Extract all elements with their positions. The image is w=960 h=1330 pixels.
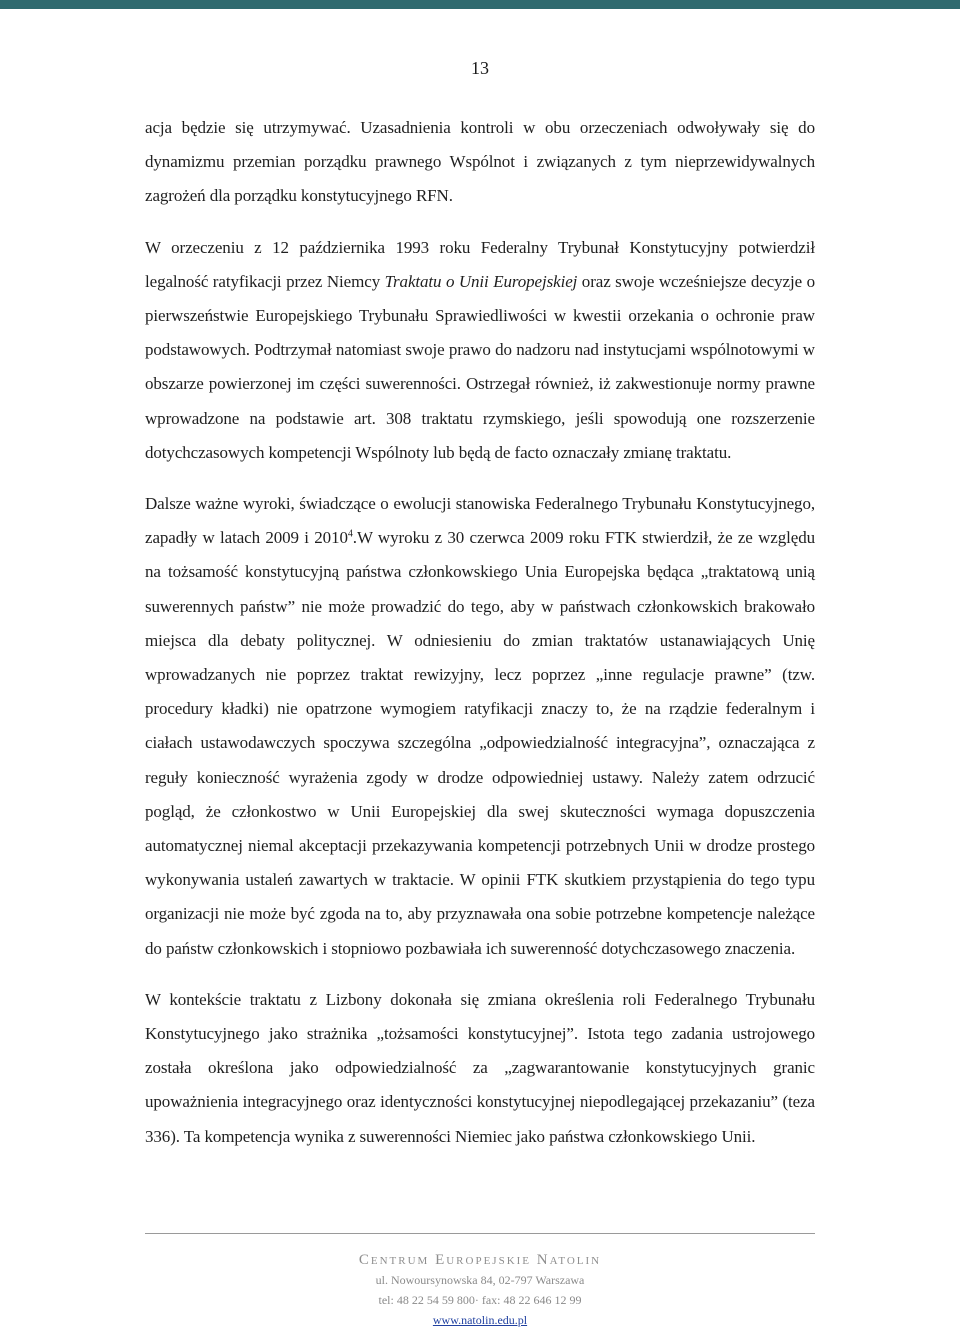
footer-address: ul. Nowoursynowska 84, 02-797 Warszawa — [375, 1273, 585, 1287]
footer-contact: tel: 48 22 54 59 800· fax: 48 22 646 12 99 — [378, 1293, 582, 1307]
paragraph-1-text: acja będzie się utrzymywać. Uzasadnienia kontroli w obu orzeczeniach odwoływały się do dynamizmu przemian porządku prawnego Wspólnot i związanych z tym nieprzewidywalnych zagrożeń dla porządku konstytucyjnego RFN. — [145, 118, 815, 206]
document-body — [145, 111, 815, 1171]
footnote-reference[interactable]: 4 — [347, 528, 353, 540]
paragraph-3-text-end: .W wyroku z 30 czerwca 2009 roku FTK stwierdził, że ze względu na tożsamość konstytucyjną państwa członkowskiego Unia Europejska będąca „traktatową unią suwerennych państw” nie może prowadzić do tego, aby w państwach członkowskich brakowało miejsca dla debaty politycznej. W odniesieniu do zmian traktatów ustanawiających Unię wprowadzanych nie poprzez traktat rewizyjny, lecz poprzez „inne regulacje prawne” (tzw. procedury kładki) nie opatrzone wymogiem ratyfikacji znaczy to, że na rządzie federalnym i ciałach ustawodawczych spoczywa szczególna „odpowiedzialność integracyjna”, oznaczająca z reguły konieczność wyrażenia zgody w drodze odpowiedniej ustawy. Należy zatem odrzucić pogląd, że członkostwo w Unii Europejskiej dla swej skuteczności wymaga dopuszczenia automatycznej niemal akceptacji przekazywania kompetencji potrzebnych Unii w drodze prostego wykonywania ustaleń zawartych w traktacie. W opinii FTK skutkiem przystąpienia do tego typu organizacji nie może być zgoda na to, aby przyznawała ona sobie potrzebne kompetencje należące do państw członkowskich i stopniowo pozbawiała ich suwerenność dotychczasowego znaczenia. — [145, 528, 815, 958]
paragraph-2 — [145, 231, 815, 470]
footer-organization: Centrum Europejskie Natolin — [358, 1252, 602, 1268]
footer-divider — [145, 1233, 815, 1234]
paragraph-3 — [145, 487, 815, 966]
footer — [0, 1250, 960, 1330]
treaty-title-italic: Traktatu o Unii Europejskiej — [384, 271, 578, 291]
paragraph-2-text-start: W orzeczeniu z 12 października 1993 roku Federalny Trybunał Konstytucyjny potwierdził legalność ratyfikacji przez Niemcy — [145, 237, 815, 291]
paragraph-3-text-start: Dalsze ważne wyroki, świadczące o ewolucji stanowiska Federalnego Trybunału Konstytucyjnego, zapadły w latach 2009 i 2010 — [145, 494, 815, 548]
paragraph-4 — [145, 983, 815, 1154]
footer-website-link[interactable]: www.natolin.edu.pl — [432, 1313, 528, 1327]
page-number: 13 — [471, 58, 489, 78]
paragraph-2-text-end: oraz swoje wcześniejsze decyzje o pierwszeństwie Europejskiego Trybunału Sprawiedliwości w kwestii orzekania o ochronie praw podstawowych. Podtrzymał natomiast swoje prawo do nadzoru nad instytucjami wspólnotowymi w obszarze powierzonej im części suwerenności. Ostrzegał również, iż zakwestionuje normy prawne wprowadzone na podstawie art. 308 traktatu rzymskiego, jeśli spowodują one rozszerzenie dotychczasowych kompetencji Wspólnoty lub będą de facto oznaczały zmianę traktatu. — [145, 271, 815, 462]
paragraph-1 — [145, 111, 815, 214]
header-accent-bar — [0, 0, 960, 9]
paragraph-4-text: W kontekście traktatu z Lizbony dokonała się zmiana określenia roli Federalnego Trybunału Konstytucyjnego jako strażnika „tożsamości konstytucyjnej”. Istota tego zadania ustrojowego została określona jako odpowiedzialność za „zagwarantowanie konstytucyjnych granic upoważnienia integracyjnego oraz identyczności konstytucyjnej niepodlegającej przekazaniu” (teza 336). Ta kompetencja wynika z suwerenności Niemiec jako państwa członkowskiego Unii. — [145, 989, 815, 1146]
